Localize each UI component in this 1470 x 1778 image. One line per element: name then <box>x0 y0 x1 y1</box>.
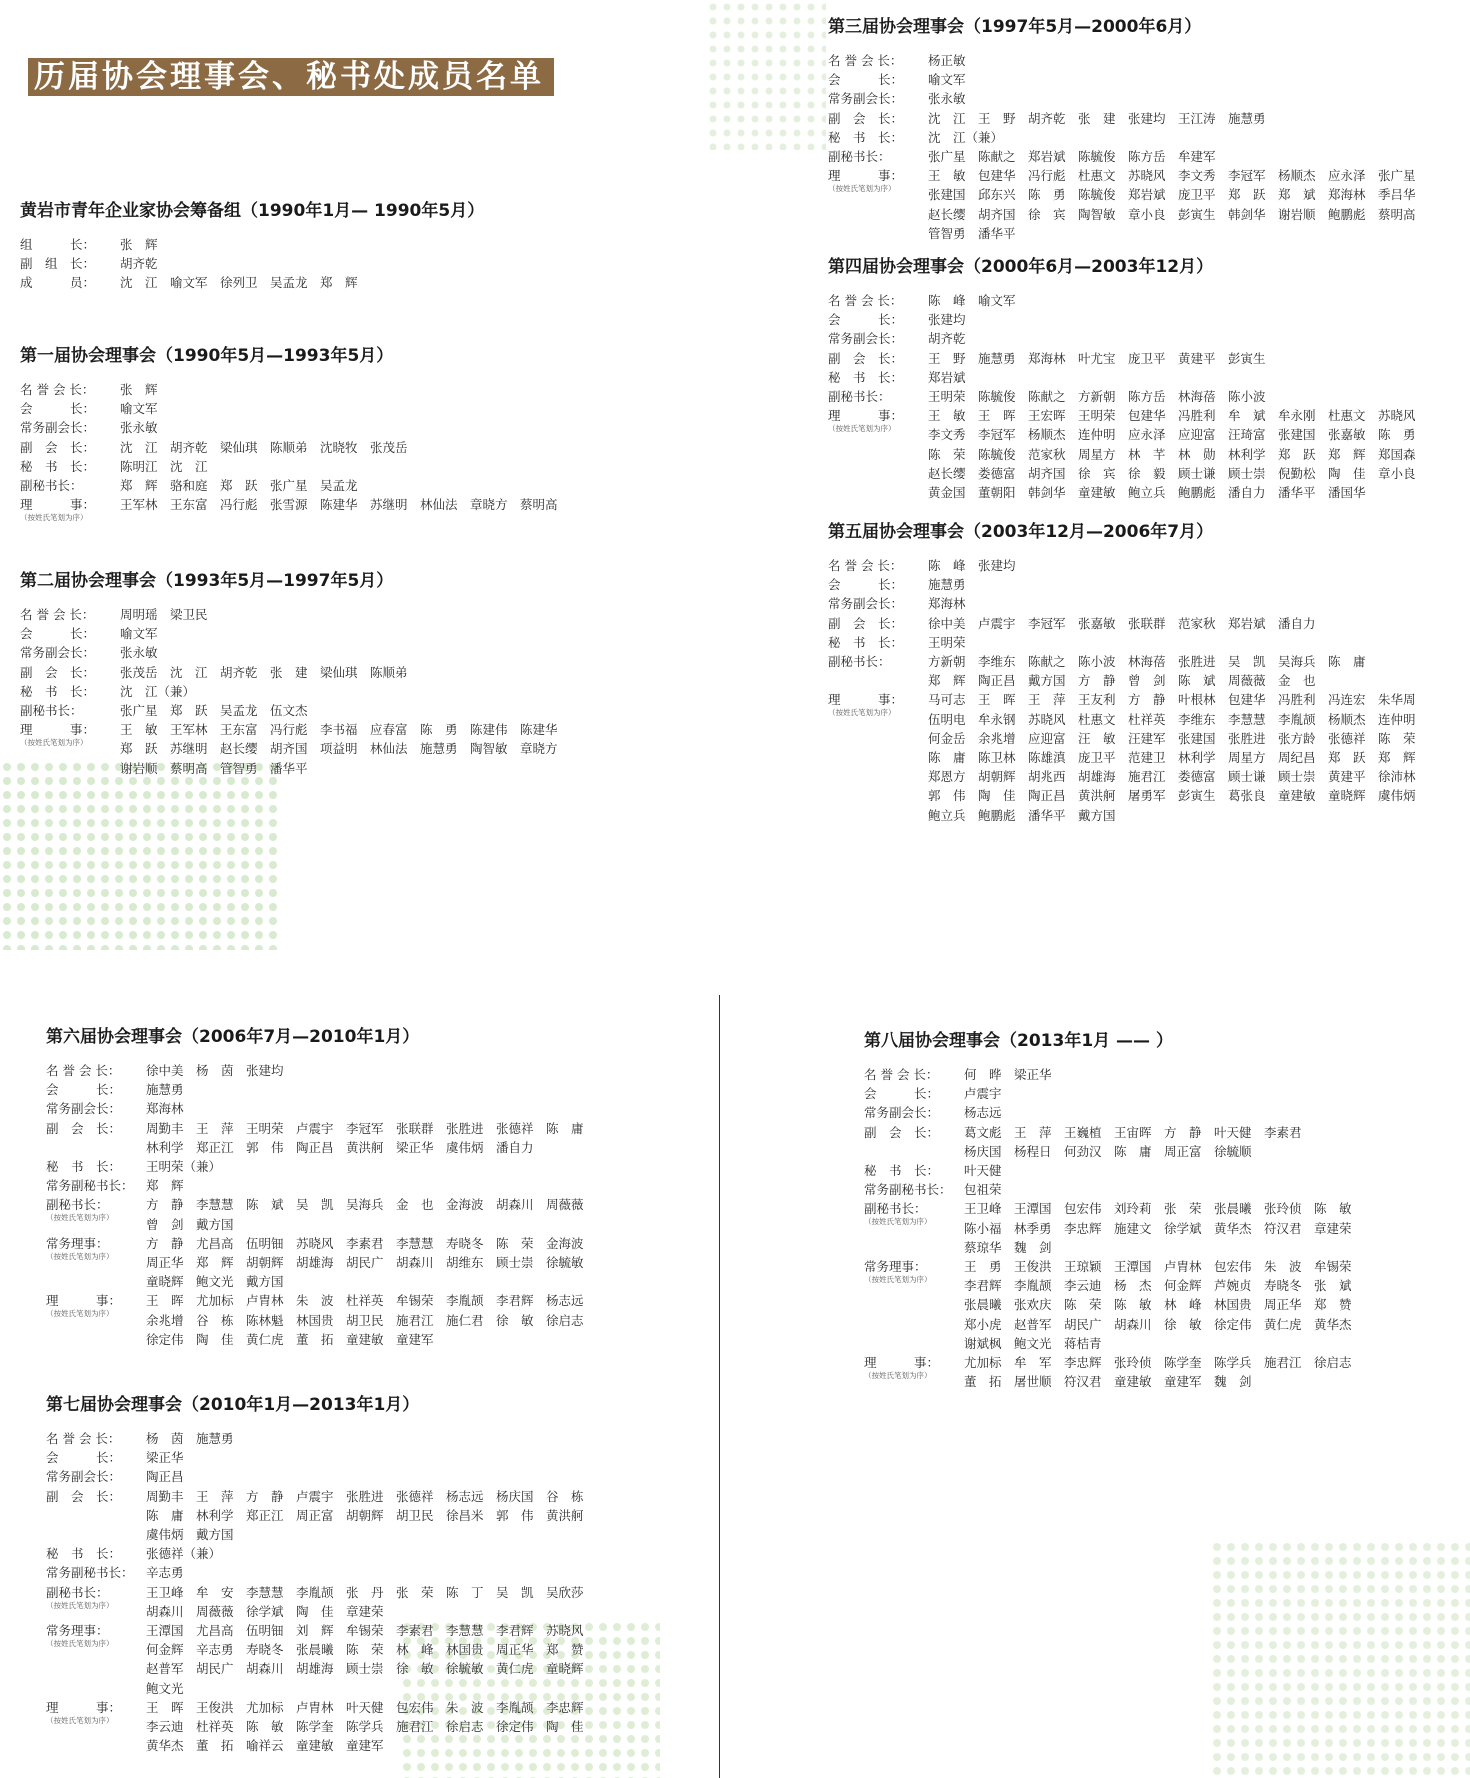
member-row <box>20 624 700 643</box>
role-label: 理 事： <box>828 692 904 708</box>
member-names: 王 敏 王军林 王东富 冯行彪 李书福 应春富 陈 勇 陈建伟 陈建华 郑 跃 苏继明 赵长缨 胡齐国 项益明 林仙法 施慧勇 陶智敏 章晓方 谢岩顺 蔡明高 管智勇 潘华平 <box>120 722 558 776</box>
dot-pattern-left <box>0 760 280 950</box>
member-row <box>864 1065 1464 1084</box>
member-names: 包祖荣 <box>964 1182 1002 1198</box>
member-row <box>20 399 700 418</box>
member-names: 王军林 王东富 冯行彪 张雪源 陈建华 苏继明 林仙法 章晓方 蔡明高 <box>120 497 558 513</box>
member-names: 张德祥（兼） <box>146 1546 222 1562</box>
role-label: 名 誉 会 长： <box>20 382 95 397</box>
member-row <box>864 1257 1464 1353</box>
role-label: 常务理事： <box>864 1259 927 1275</box>
role-label: 常务副会长： <box>46 1101 122 1117</box>
role-label: 常务副秘书长： <box>46 1178 134 1194</box>
role-label: 名 誉 会 长： <box>828 53 903 68</box>
member-row <box>46 1698 706 1756</box>
role-label: 副秘书长： <box>828 654 891 670</box>
role-label: 名 誉 会 长： <box>46 1063 121 1078</box>
role-label: 名 誉 会 长： <box>20 607 95 622</box>
member-names: 王 敏 王 晖 王宏晖 王明荣 包建华 冯胜利 牟 斌 牟永刚 杜惠文 苏晓风 李文秀 李冠军 杨顺杰 连仲明 应永泽 应迎富 汪琦富 张建国 张嘉敏 陈 勇 陈 荣 陈毓俊 范家秋 周星方 林 芊 林 勋 林利学 郑 跃 郑 辉 郑国森 赵长缨 娄德富 胡齐国 徐 宾 徐 毅 顾士谦 顾士崇 倪勤松 陶 佳 章小良 黄金国 董朝阳 韩剑华 童建敏 鲍立兵 鲍鹏彪 潘自力 潘华平 潘国华 <box>928 408 1416 501</box>
member-names: 卢震宇 <box>964 1086 1002 1102</box>
ordering-note: （按姓氏笔划为序） <box>46 1213 114 1223</box>
member-names: 张广星 郑 跃 吴孟龙 伍文杰 <box>120 703 308 719</box>
member-names: 周明瑶 梁卫民 <box>120 607 208 622</box>
role-label: 副秘书长： <box>20 478 83 494</box>
member-names: 施慧勇 <box>146 1082 184 1098</box>
member-names: 陈 峰 张建均 <box>928 558 1016 573</box>
member-row <box>828 128 1468 147</box>
role-label: 秘 书 长： <box>828 129 904 145</box>
member-row <box>20 476 700 495</box>
role-label: 理 事： <box>828 168 904 184</box>
role-label: 副秘书长： <box>864 1201 927 1217</box>
role-label: 常务副会长： <box>20 645 96 661</box>
role-label: 常务副会长： <box>20 420 96 436</box>
member-names: 王卫峰 王潭国 包宏伟 刘玲莉 张 荣 张晨曦 张玲侦 陈 敏 陈小福 林季勇 李忠辉 施建文 徐学斌 黄华杰 符汉君 章建荣 蔡琼华 魏 剑 <box>964 1201 1352 1255</box>
section-title: 第八届协会理事会（2013年1月 —— ） <box>864 1031 1173 1051</box>
section-title: 第四届协会理事会（2000年6月—2003年12月） <box>828 257 1214 277</box>
role-label: 常务副秘书长： <box>46 1565 134 1581</box>
member-names: 沈 江 王 野 胡齐乾 张 建 张建均 王江涛 施慧勇 <box>928 110 1266 126</box>
member-names: 辛志勇 <box>146 1565 184 1581</box>
role-label: 常务副秘书长： <box>864 1182 952 1198</box>
role-label: 副 组 长： <box>20 256 96 272</box>
member-names: 张 辉 <box>120 382 158 397</box>
member-row <box>20 235 700 254</box>
member-row <box>20 720 700 778</box>
member-row <box>46 1563 706 1582</box>
section-council-4 <box>828 252 1468 502</box>
ordering-note: （按姓氏笔划为序） <box>864 1275 932 1285</box>
role-label: 常务副会长： <box>864 1105 940 1121</box>
member-row <box>828 329 1468 348</box>
member-row <box>20 254 700 273</box>
member-names: 张 辉 <box>120 237 158 252</box>
member-row <box>828 349 1468 368</box>
role-label: 理 事： <box>20 722 96 738</box>
section-title: 第二届协会理事会（1993年5月—1997年5月） <box>20 571 394 591</box>
member-names: 杨 茵 施慧勇 <box>146 1431 234 1446</box>
member-row <box>828 556 1468 575</box>
member-names: 张永敏 <box>928 91 966 107</box>
role-label: 名 誉 会 长： <box>828 293 903 308</box>
member-row <box>20 380 700 399</box>
role-label: 常务副会长： <box>828 91 904 107</box>
column-divider <box>719 995 720 1778</box>
member-row <box>864 1123 1464 1161</box>
section-council-1 <box>20 341 700 523</box>
member-names: 王明荣 <box>928 634 966 650</box>
ordering-note: （按姓氏笔划为序） <box>864 1371 932 1381</box>
dot-pattern-top <box>706 0 826 150</box>
role-label: 常务理事： <box>46 1623 109 1639</box>
member-row <box>20 273 700 292</box>
role-label: 名 誉 会 长： <box>864 1067 939 1082</box>
role-label: 秘 书 长： <box>828 634 904 650</box>
member-names: 张广星 陈献之 郑岩斌 陈毓俊 陈方岳 牟建军 <box>928 149 1216 165</box>
member-row <box>828 291 1468 310</box>
ordering-note: （按姓氏笔划为序） <box>864 1217 932 1227</box>
member-names: 施慧勇 <box>928 577 966 593</box>
member-row <box>46 1583 706 1621</box>
role-label: 会 长： <box>46 1450 122 1466</box>
member-names: 喻文军 <box>120 626 158 642</box>
member-row <box>864 1161 1464 1180</box>
member-names: 徐中美 杨 茵 张建均 <box>146 1063 284 1078</box>
member-names: 王 晖 王俊洪 尤加标 卢胄林 叶天健 包宏伟 朱 波 李胤颉 李忠辉 李云迪 杜祥英 陈 敏 陈学奎 陈学兵 施君江 徐启志 徐定伟 陶 佳 黄华杰 董 拓 喻祥云 童建敏 童建军 <box>146 1699 584 1754</box>
member-names: 王 晖 尤加标 卢胄林 朱 波 杜祥英 牟锡荣 李胤颉 李君辉 杨志远 余兆增 谷 栋 陈林魁 林国贵 胡卫民 施君江 施仁君 徐 敏 徐启志 徐定伟 陶 佳 黄仁虎 董 拓 童建敏 童建军 <box>146 1293 584 1347</box>
member-names: 沈 江（兼） <box>120 683 196 699</box>
member-names: 杨志远 <box>964 1105 1002 1121</box>
role-label: 副 会 长： <box>20 664 96 680</box>
role-label: 组 长： <box>20 237 96 252</box>
member-names: 张建均 <box>928 312 966 328</box>
role-label: 副秘书长： <box>20 703 83 719</box>
ordering-note: （按姓氏笔划为序） <box>828 424 896 434</box>
section-council-7 <box>46 1390 706 1755</box>
role-label: 成 员： <box>20 275 96 291</box>
member-names: 郑 辉 骆和庭 郑 跃 张广星 吴孟龙 <box>120 478 358 494</box>
ordering-note: （按姓氏笔划为序） <box>46 1639 114 1649</box>
member-row <box>46 1621 706 1698</box>
member-row <box>828 89 1468 108</box>
member-row <box>828 147 1468 166</box>
member-names: 张永敏 <box>120 420 158 436</box>
member-row <box>828 633 1468 652</box>
member-row <box>864 1199 1464 1257</box>
member-row <box>20 682 700 701</box>
member-row <box>20 418 700 437</box>
member-names: 方新朝 李维东 陈献之 陈小波 林海蓓 张胜进 吴 凯 吴海兵 陈 庸 郑 辉 陶正昌 戴方国 方 静 曾 剑 陈 斌 周薇薇 金 也 <box>928 654 1366 689</box>
role-label: 名 誉 会 长： <box>46 1431 121 1446</box>
member-names: 陈 峰 喻文军 <box>928 293 1016 308</box>
member-names: 陈明江 沈 江 <box>120 458 208 474</box>
member-row <box>828 387 1468 406</box>
member-row <box>46 1467 706 1486</box>
member-row <box>864 1084 1464 1103</box>
member-row <box>46 1099 706 1118</box>
role-label: 常务理事： <box>46 1235 109 1251</box>
role-label: 副秘书长： <box>46 1197 109 1213</box>
role-label: 会 长： <box>20 626 96 642</box>
role-label: 会 长： <box>828 577 904 593</box>
section-council-2 <box>20 566 700 778</box>
role-label: 理 事： <box>20 497 96 513</box>
role-label: 秘 书 长： <box>20 458 96 474</box>
section-title: 第五届协会理事会（2003年12月—2006年7月） <box>828 522 1214 542</box>
member-row <box>20 438 700 457</box>
member-names: 喻文军 <box>120 401 158 417</box>
role-label: 会 长： <box>828 312 904 328</box>
section-title: 第三届协会理事会（1997年5月—2000年6月） <box>828 17 1202 37</box>
ordering-note: （按姓氏笔划为序） <box>46 1600 114 1610</box>
member-row <box>46 1448 706 1467</box>
role-label: 会 长： <box>864 1086 940 1102</box>
member-names: 郑海林 <box>146 1101 184 1117</box>
member-row <box>828 614 1468 633</box>
member-row <box>20 457 700 476</box>
role-label: 副 会 长： <box>46 1120 122 1136</box>
member-row <box>46 1487 706 1545</box>
ordering-note: （按姓氏笔划为序） <box>46 1251 114 1261</box>
role-label: 会 长： <box>20 401 96 417</box>
ordering-note: （按姓氏笔划为序） <box>20 513 88 523</box>
member-names: 郑岩斌 <box>928 369 966 385</box>
role-label: 会 长： <box>46 1082 122 1098</box>
member-names: 沈 江 喻文军 徐列卫 吴孟龙 郑 辉 <box>120 275 358 291</box>
role-label: 副 会 长： <box>46 1488 122 1504</box>
member-names: 马可志 王 晖 王 萍 王友利 方 静 叶根林 包建华 冯胜利 冯连宏 朱华周 伍明电 牟永钢 苏晓风 杜惠文 杜祥英 李维东 李慧慧 李胤颉 杨顺杰 连仲明 何金岳 余兆增 应迎富 汪 敏 汪建军 张建国 张胜进 张方龄 张德祥 陈 荣 陈 庸 陈卫林 陈雄滇 庞卫平 范建卫 林利学 周星方 周纪昌 郑 跃 郑 辉 郑恩方 胡朝辉 胡兆西 胡雄海 施君江 娄德富 顾士谦 顾士崇 黄建平 徐沛林 郭 伟 陶 佳 陶正昌 黄洪舸 屠勇军 彭寅生 葛张良 童建敏 童晓辉 虞伟炳 鲍立兵 鲍鹏彪 潘华平 戴方国 <box>928 692 1416 823</box>
role-label: 理 事： <box>46 1699 122 1715</box>
member-names: 王潭国 尤昌高 伍明钿 刘 辉 牟锡荣 李素君 李慧慧 李君辉 苏晓风 何金辉 辛志勇 寿晓冬 张晨曦 陈 荣 林 峰 林国贵 周正华 郑 赞 赵普军 胡民广 胡森川 胡雄海 顾士崇 徐 敏 徐毓敏 黄仁虎 童晓辉 鲍文光 <box>146 1623 584 1696</box>
member-names: 杨正敏 <box>928 53 966 68</box>
member-row <box>864 1103 1464 1122</box>
role-label: 副 会 长： <box>864 1124 940 1140</box>
section-council-6 <box>46 1022 706 1349</box>
member-names: 陶正昌 <box>146 1469 184 1485</box>
role-label: 副 会 长： <box>20 439 96 455</box>
member-row <box>828 70 1468 89</box>
role-label: 秘 书 长： <box>864 1163 940 1179</box>
member-row <box>828 575 1468 594</box>
member-names: 王 勇 王俊洪 王琼颖 王潭国 卢胄林 包宏伟 朱 波 牟锡荣 李君辉 李胤颉 李云迪 杨 杰 何金辉 芦婉贞 寿晓冬 张 斌 张晨曦 张欢庆 陈 荣 陈 敏 林 峰 林国贵 周正华 郑 赞 郑小虎 赵普军 胡民广 胡森川 徐 敏 徐定伟 黄仁虎 黄华杰 谢斌枫 鲍文光 蒋桔青 <box>964 1259 1352 1351</box>
member-names: 王明荣（兼） <box>146 1159 222 1175</box>
member-row <box>828 368 1468 387</box>
role-label: 理 事： <box>828 408 904 424</box>
member-names: 尤加标 牟 军 李忠辉 张玲侦 陈学奎 陈学兵 施君江 徐启志 董 拓 屠世顺 符汉君 童建敏 童建军 魏 剑 <box>964 1355 1352 1390</box>
member-names: 周勤丰 王 萍 王明荣 卢震宇 李冠军 张联群 张胜进 张德祥 陈 庸 林利学 郑正江 郭 伟 陶正昌 黄洪舸 梁正华 虞伟炳 潘自力 <box>146 1120 584 1155</box>
section-council-8 <box>864 1026 1464 1391</box>
section-prep <box>20 196 700 293</box>
member-row <box>828 166 1468 243</box>
member-row <box>46 1080 706 1099</box>
section-title: 第六届协会理事会（2006年7月—2010年1月） <box>46 1027 420 1047</box>
role-label: 常务副会长： <box>46 1469 122 1485</box>
role-label: 副秘书长： <box>828 389 891 405</box>
member-row <box>828 310 1468 329</box>
member-row <box>828 109 1468 128</box>
member-names: 胡齐乾 <box>120 256 158 272</box>
member-row <box>46 1119 706 1157</box>
role-label: 秘 书 长： <box>20 683 96 699</box>
member-row <box>20 663 700 682</box>
member-row <box>46 1429 706 1448</box>
member-row <box>864 1353 1464 1391</box>
section-title: 黄岩市青年企业家协会筹备组（1990年1月— 1990年5月） <box>20 201 485 221</box>
section-title: 第一届协会理事会（1990年5月—1993年5月） <box>20 346 394 366</box>
ordering-note: （按姓氏笔划为序） <box>20 738 88 748</box>
member-names: 喻文军 <box>928 72 966 88</box>
member-names: 徐中美 卢震宇 李冠军 张嘉敏 张联群 范家秋 郑岩斌 潘自力 <box>928 615 1316 631</box>
role-label: 名 誉 会 长： <box>828 558 903 573</box>
role-label: 秘 书 长： <box>46 1546 122 1562</box>
member-row <box>828 594 1468 613</box>
section-council-5 <box>828 517 1468 825</box>
member-row <box>46 1176 706 1195</box>
member-names: 张永敏 <box>120 645 158 661</box>
member-names: 胡齐乾 <box>928 331 966 347</box>
role-label: 常务副会长： <box>828 596 904 612</box>
member-row <box>20 701 700 720</box>
member-names: 梁正华 <box>146 1450 184 1466</box>
member-row <box>828 690 1468 824</box>
dot-pattern-right <box>1210 1540 1470 1778</box>
role-label: 秘 书 长： <box>828 369 904 385</box>
member-names: 沈 江（兼） <box>928 129 1004 145</box>
member-names: 叶天健 <box>964 1163 1002 1179</box>
member-row <box>20 605 700 624</box>
member-row <box>46 1157 706 1176</box>
member-row <box>864 1180 1464 1199</box>
member-row <box>46 1291 706 1349</box>
ordering-note: （按姓氏笔划为序） <box>828 184 896 194</box>
ordering-note: （按姓氏笔划为序） <box>46 1309 114 1319</box>
role-label: 副秘书长： <box>828 149 891 165</box>
member-row <box>828 652 1468 690</box>
member-row <box>46 1234 706 1292</box>
role-label: 理 事： <box>46 1293 122 1309</box>
role-label: 常务副会长： <box>828 331 904 347</box>
member-names: 王 敏 包建华 冯行彪 杜惠文 苏晓风 李文秀 李冠军 杨顺杰 应永泽 张广星 张建国 邱东兴 陈 勇 陈毓俊 郑岩斌 庞卫平 郑 跃 郑 斌 郑海林 季吕华 赵长缨 胡齐国 徐 宾 陶智敏 章小良 彭寅生 韩剑华 谢岩顺 鲍鹏彪 蔡明高 管智勇 潘华平 <box>928 168 1416 241</box>
section-council-3 <box>828 12 1468 243</box>
section-title: 第七届协会理事会（2010年1月—2013年1月） <box>46 1395 420 1415</box>
role-label: 副秘书长： <box>46 1584 109 1600</box>
role-label: 会 长： <box>828 72 904 88</box>
member-row <box>20 495 700 523</box>
member-names: 郑海林 <box>928 596 966 612</box>
member-names: 王 野 施慧勇 郑海林 叶尤宝 庞卫平 黄建平 彭寅生 <box>928 350 1266 366</box>
role-label: 副 会 长： <box>828 615 904 631</box>
member-names: 周勤丰 王 萍 方 静 卢震宇 张胜进 张德祥 杨志远 杨庆国 谷 栋 陈 庸 林利学 郑正江 周正富 胡朝辉 胡卫民 徐昌米 郭 伟 黄洪舸 虞伟炳 戴方国 <box>146 1488 584 1543</box>
member-row <box>46 1544 706 1563</box>
member-names: 王卫峰 牟 安 李慧慧 李胤颉 张 丹 张 荣 陈 丁 吴 凯 吴欣莎 胡森川 周薇薇 徐学斌 陶 佳 章建荣 <box>146 1584 584 1619</box>
member-row <box>46 1195 706 1233</box>
member-row <box>828 51 1468 70</box>
member-names: 葛文彪 王 萍 王巍植 王宙晖 方 静 叶天健 李素君 杨庆国 杨程日 何劲汉 陈 庸 周正富 徐毓顺 <box>964 1124 1302 1159</box>
member-names: 沈 江 胡齐乾 梁仙琪 陈顺弟 沈晓牧 张茂岳 <box>120 439 408 455</box>
member-row <box>828 406 1468 502</box>
ordering-note: （按姓氏笔划为序） <box>828 708 896 718</box>
member-names: 郑 辉 <box>146 1178 184 1194</box>
member-names: 王明荣 陈毓俊 陈献之 方新朝 陈方岳 林海蓓 陈小波 <box>928 389 1266 405</box>
role-label: 秘 书 长： <box>46 1159 122 1175</box>
member-names: 何 晔 梁正华 <box>964 1067 1052 1082</box>
ordering-note: （按姓氏笔划为序） <box>46 1715 114 1725</box>
member-row <box>20 643 700 662</box>
member-names: 方 静 尤昌高 伍明钿 苏晓风 李素君 李慧慧 寿晓冬 陈 荣 金海波 周正华 郑 辉 胡朝辉 胡雄海 胡民广 胡森川 胡维东 顾士崇 徐毓敏 童晓辉 鲍文光 戴方国 <box>146 1235 584 1290</box>
role-label: 副 会 长： <box>828 350 904 366</box>
page-banner-title: 历届协会理事会、秘书处成员名单 <box>28 58 554 96</box>
role-label: 副 会 长： <box>828 110 904 126</box>
member-names: 方 静 李慧慧 陈 斌 吴 凯 吴海兵 金 也 金海波 胡森川 周薇薇 曾 剑 戴方国 <box>146 1197 584 1232</box>
role-label: 理 事： <box>864 1355 940 1371</box>
member-names: 张茂岳 沈 江 胡齐乾 张 建 梁仙琪 陈顺弟 <box>120 664 408 680</box>
member-row <box>46 1061 706 1080</box>
